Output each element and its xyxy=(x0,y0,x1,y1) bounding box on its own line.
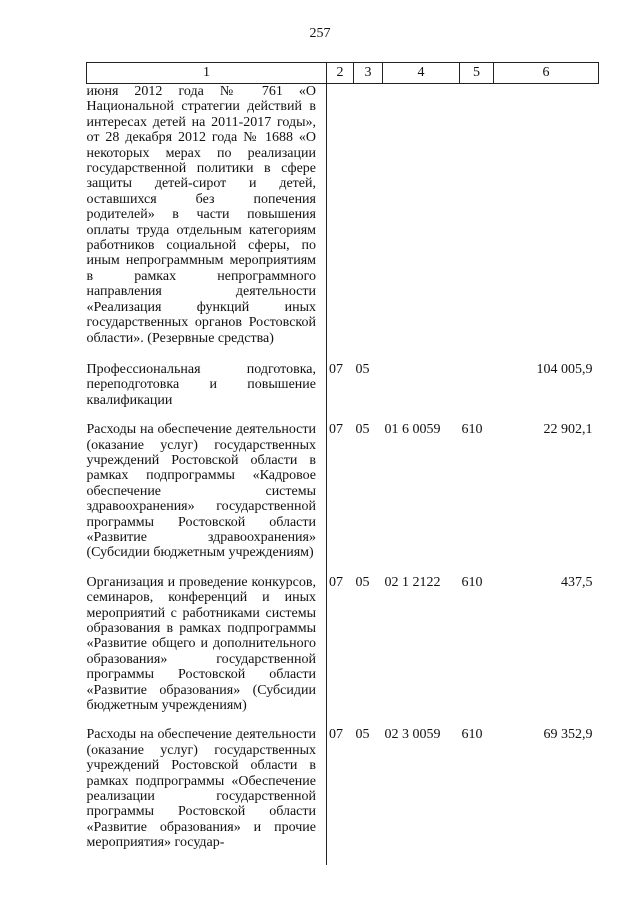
row-description: Расходы на обеспечение деятельности (оказание услуг) государственных учреждений Ростовской области в рамках подпрограммы «Кадровое обеспечение системы здравоохранения» государственной программы Ростовской области «Развитие здравоохранения» (Субсидии бюджетным учреждениям) xyxy=(87,422,327,575)
row-expense-type xyxy=(460,84,494,362)
page-number: 257 xyxy=(309,26,331,41)
header-col-2: 2 xyxy=(327,63,354,84)
row-amount: 22 902,1 xyxy=(543,422,593,438)
table-row xyxy=(87,84,599,362)
row-section xyxy=(327,84,354,362)
row-subsection xyxy=(354,84,383,362)
row-section: 07 xyxy=(329,361,343,377)
row-target-code: 02 1 2122 xyxy=(384,574,441,590)
row-expense-type: 610 xyxy=(461,574,483,590)
row-section: 07 xyxy=(329,727,343,743)
budget-table xyxy=(86,62,599,865)
row-expense-type xyxy=(460,362,494,422)
row-amount xyxy=(494,84,599,362)
table-row xyxy=(87,362,599,422)
row-subsection: 05 xyxy=(355,574,370,590)
row-description: Расходы на обеспечение деятельности (оказание услуг) государственных учреждений Ростовской области в рамках подпрограммы «Обеспечение реализации государственной программы Ростовской области «Развитие образования» и прочие мероприятия» государ- xyxy=(87,727,327,864)
row-target-code: 02 3 0059 xyxy=(384,727,441,743)
header-col-5: 5 xyxy=(460,63,494,84)
row-subsection: 05 xyxy=(355,422,370,438)
header-col-4: 4 xyxy=(383,63,460,84)
row-expense-type: 610 xyxy=(461,422,483,438)
table-row xyxy=(87,575,599,728)
row-target-code xyxy=(383,362,460,422)
table-row xyxy=(87,727,599,864)
row-amount: 437,5 xyxy=(561,574,593,590)
header-col-6: 6 xyxy=(494,63,599,84)
row-expense-type: 610 xyxy=(461,727,483,743)
row-description: Профессиональная подготовка, переподготовка и повышение квалификации xyxy=(87,362,327,422)
header-col-3: 3 xyxy=(354,63,383,84)
row-amount: 104 005,9 xyxy=(536,361,593,377)
header-col-1: 1 xyxy=(87,63,327,84)
row-section: 07 xyxy=(329,422,343,438)
row-subsection: 05 xyxy=(355,727,370,743)
row-target-code: 01 6 0059 xyxy=(384,422,441,438)
row-section: 07 xyxy=(329,574,343,590)
row-target-code xyxy=(383,84,460,362)
table-header-row xyxy=(87,63,599,84)
row-description: Организация и проведение конкурсов, семинаров, конференций и иных мероприятий с работниками системы образования в рамках подпрограммы «Развитие общего и дополнительного образования» государственной программы Ростовской области «Развитие образования» (Субсидии бюджетным учреждениям) xyxy=(87,575,327,728)
table-row xyxy=(87,422,599,575)
row-description: июня 2012 года № 761 «О Национальной стратегии действий в интересах детей на 2011-2017 годы», от 28 декабря 2012 года № 1688 «О некоторых мерах по реализации государственной политики в сфере защиты детей-сирот и детей, оставшихся без попечения родителей» в части повышения оплаты труда отдельным категориям работников социальной сферы, по иным непрограммным мероприятиям в рамках непрограммного направления деятельности «Реализация функций иных государственных органов Ростовской области». (Резервные средства) xyxy=(87,84,327,362)
row-amount: 69 352,9 xyxy=(543,727,593,743)
row-subsection: 05 xyxy=(355,361,370,377)
